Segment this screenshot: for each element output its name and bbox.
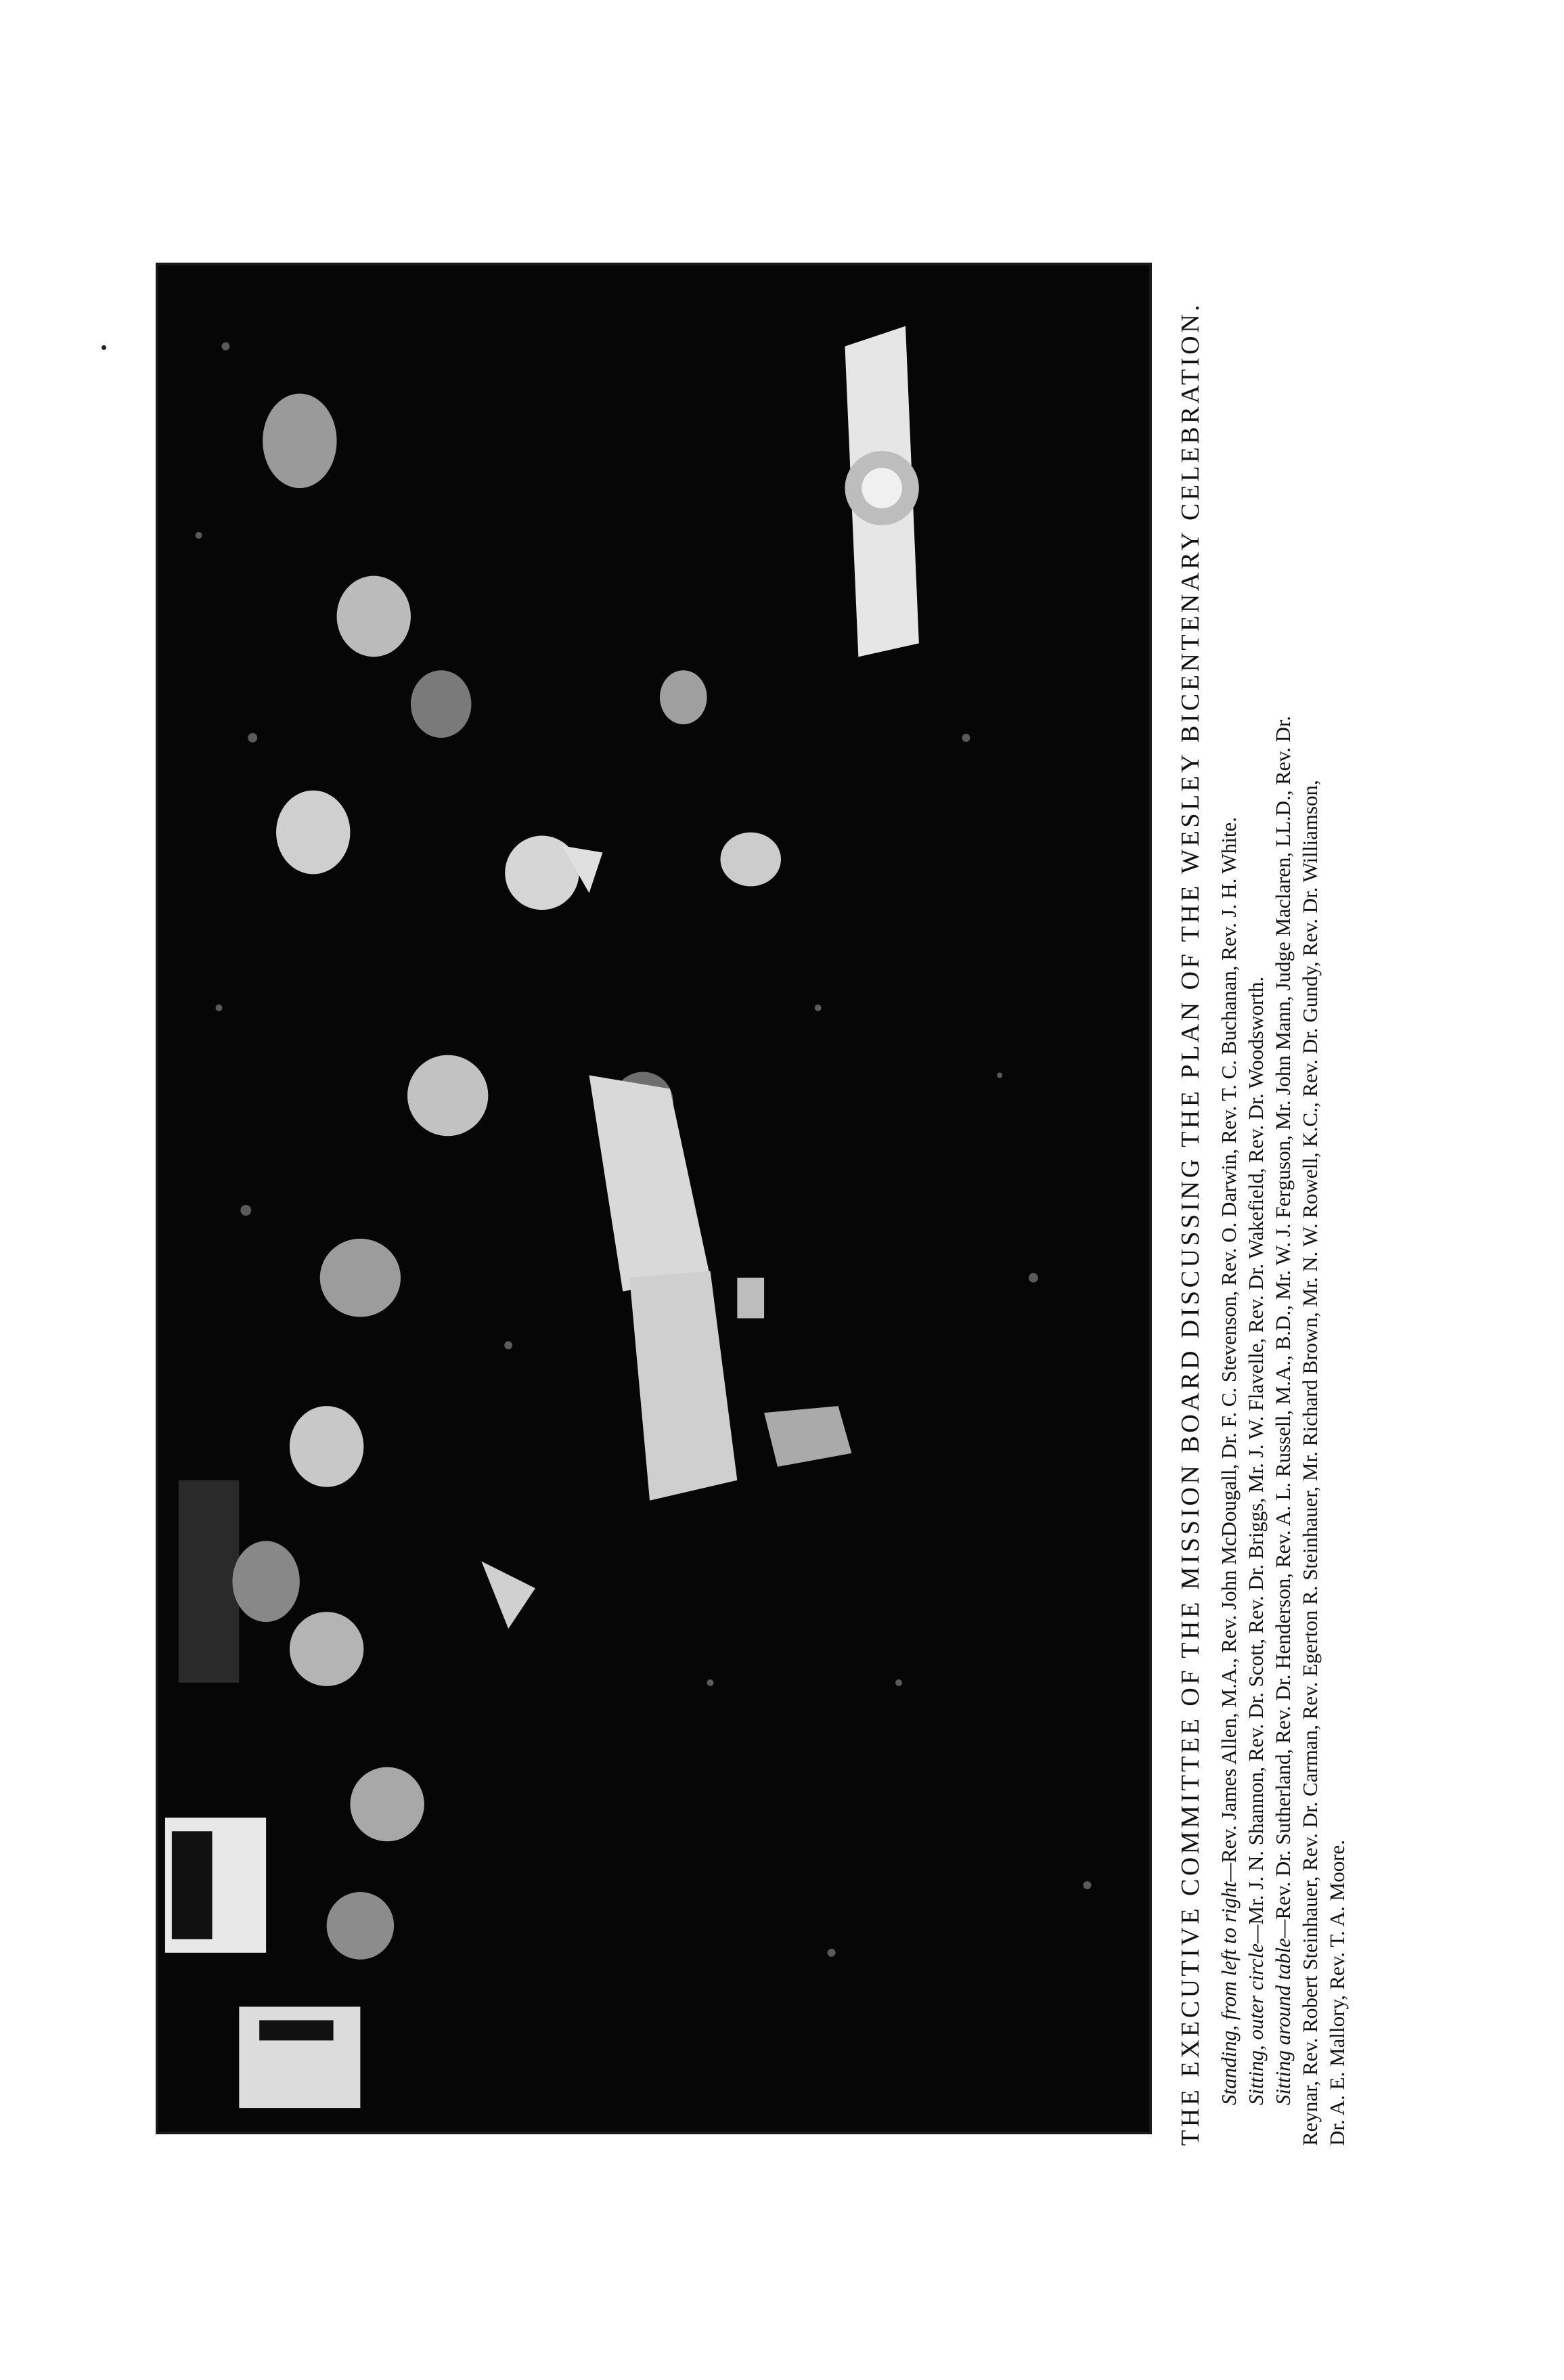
caption-sitting-table-continued: Reynar, Rev. Robert Steinhauer, Rev. Dr. Carman, Rev. Egerton R. Steinhauer, Mr. Richard Brown, Mr. N. W. Rowell, K.C., Rev. Dr. Gundy, Rev. Dr. Williamson,: [1298, 780, 1322, 2146]
caption-sitting-table-names-1: Rev. Dr. Sutherland, Rev. Dr. Henderson, Rev. A. L. Russell, M.A., B.D., Mr. W. J. Ferguson, Mr. John Mann, Judge Maclaren, LL.D., Rev. Dr.: [1271, 715, 1295, 1920]
caption-standing: [1215, 264, 1243, 2146]
caption-sitting-outer-names: Mr. J. N. Shannon, Rev. Dr. Scott, Rev. Dr. Briggs, Mr. J. W. Flavelle, Rev. Dr. Wakefield, Rev. Dr. Woodsworth.: [1244, 976, 1268, 1925]
committee-photograph: [156, 263, 1152, 2134]
caption-sitting-table-lead: Sitting around table—: [1271, 1919, 1295, 2105]
caption-sitting-table-end: Dr. A. E. Mallory, Rev. T. A. Moore.: [1325, 1839, 1349, 2146]
caption-standing-lead: Standing, from left to right—: [1217, 1863, 1241, 2105]
caption-sitting-outer-lead: Sitting, outer circle—: [1244, 1924, 1268, 2105]
caption-sitting-outer: [1243, 264, 1270, 2146]
caption-title: THE EXECUTIVE COMMITTEE OF THE MISSION BOARD DISCUSSING THE PLAN OF THE WESLEY BICENTENARY CELEBRATION.: [1176, 301, 1205, 2146]
stray-ink-dot: [102, 345, 106, 350]
caption-sitting-table: [1270, 264, 1297, 2146]
caption-standing-names: Rev. James Allen, M.A., Rev. John McDougall, Dr. F. C. Stevenson, Rev. O. Darwin, Rev. T. C. Buchanan, Rev. J. H. White.: [1217, 816, 1241, 1864]
photo-caption: [1175, 264, 1351, 2146]
photograph-image: [158, 265, 1149, 2132]
